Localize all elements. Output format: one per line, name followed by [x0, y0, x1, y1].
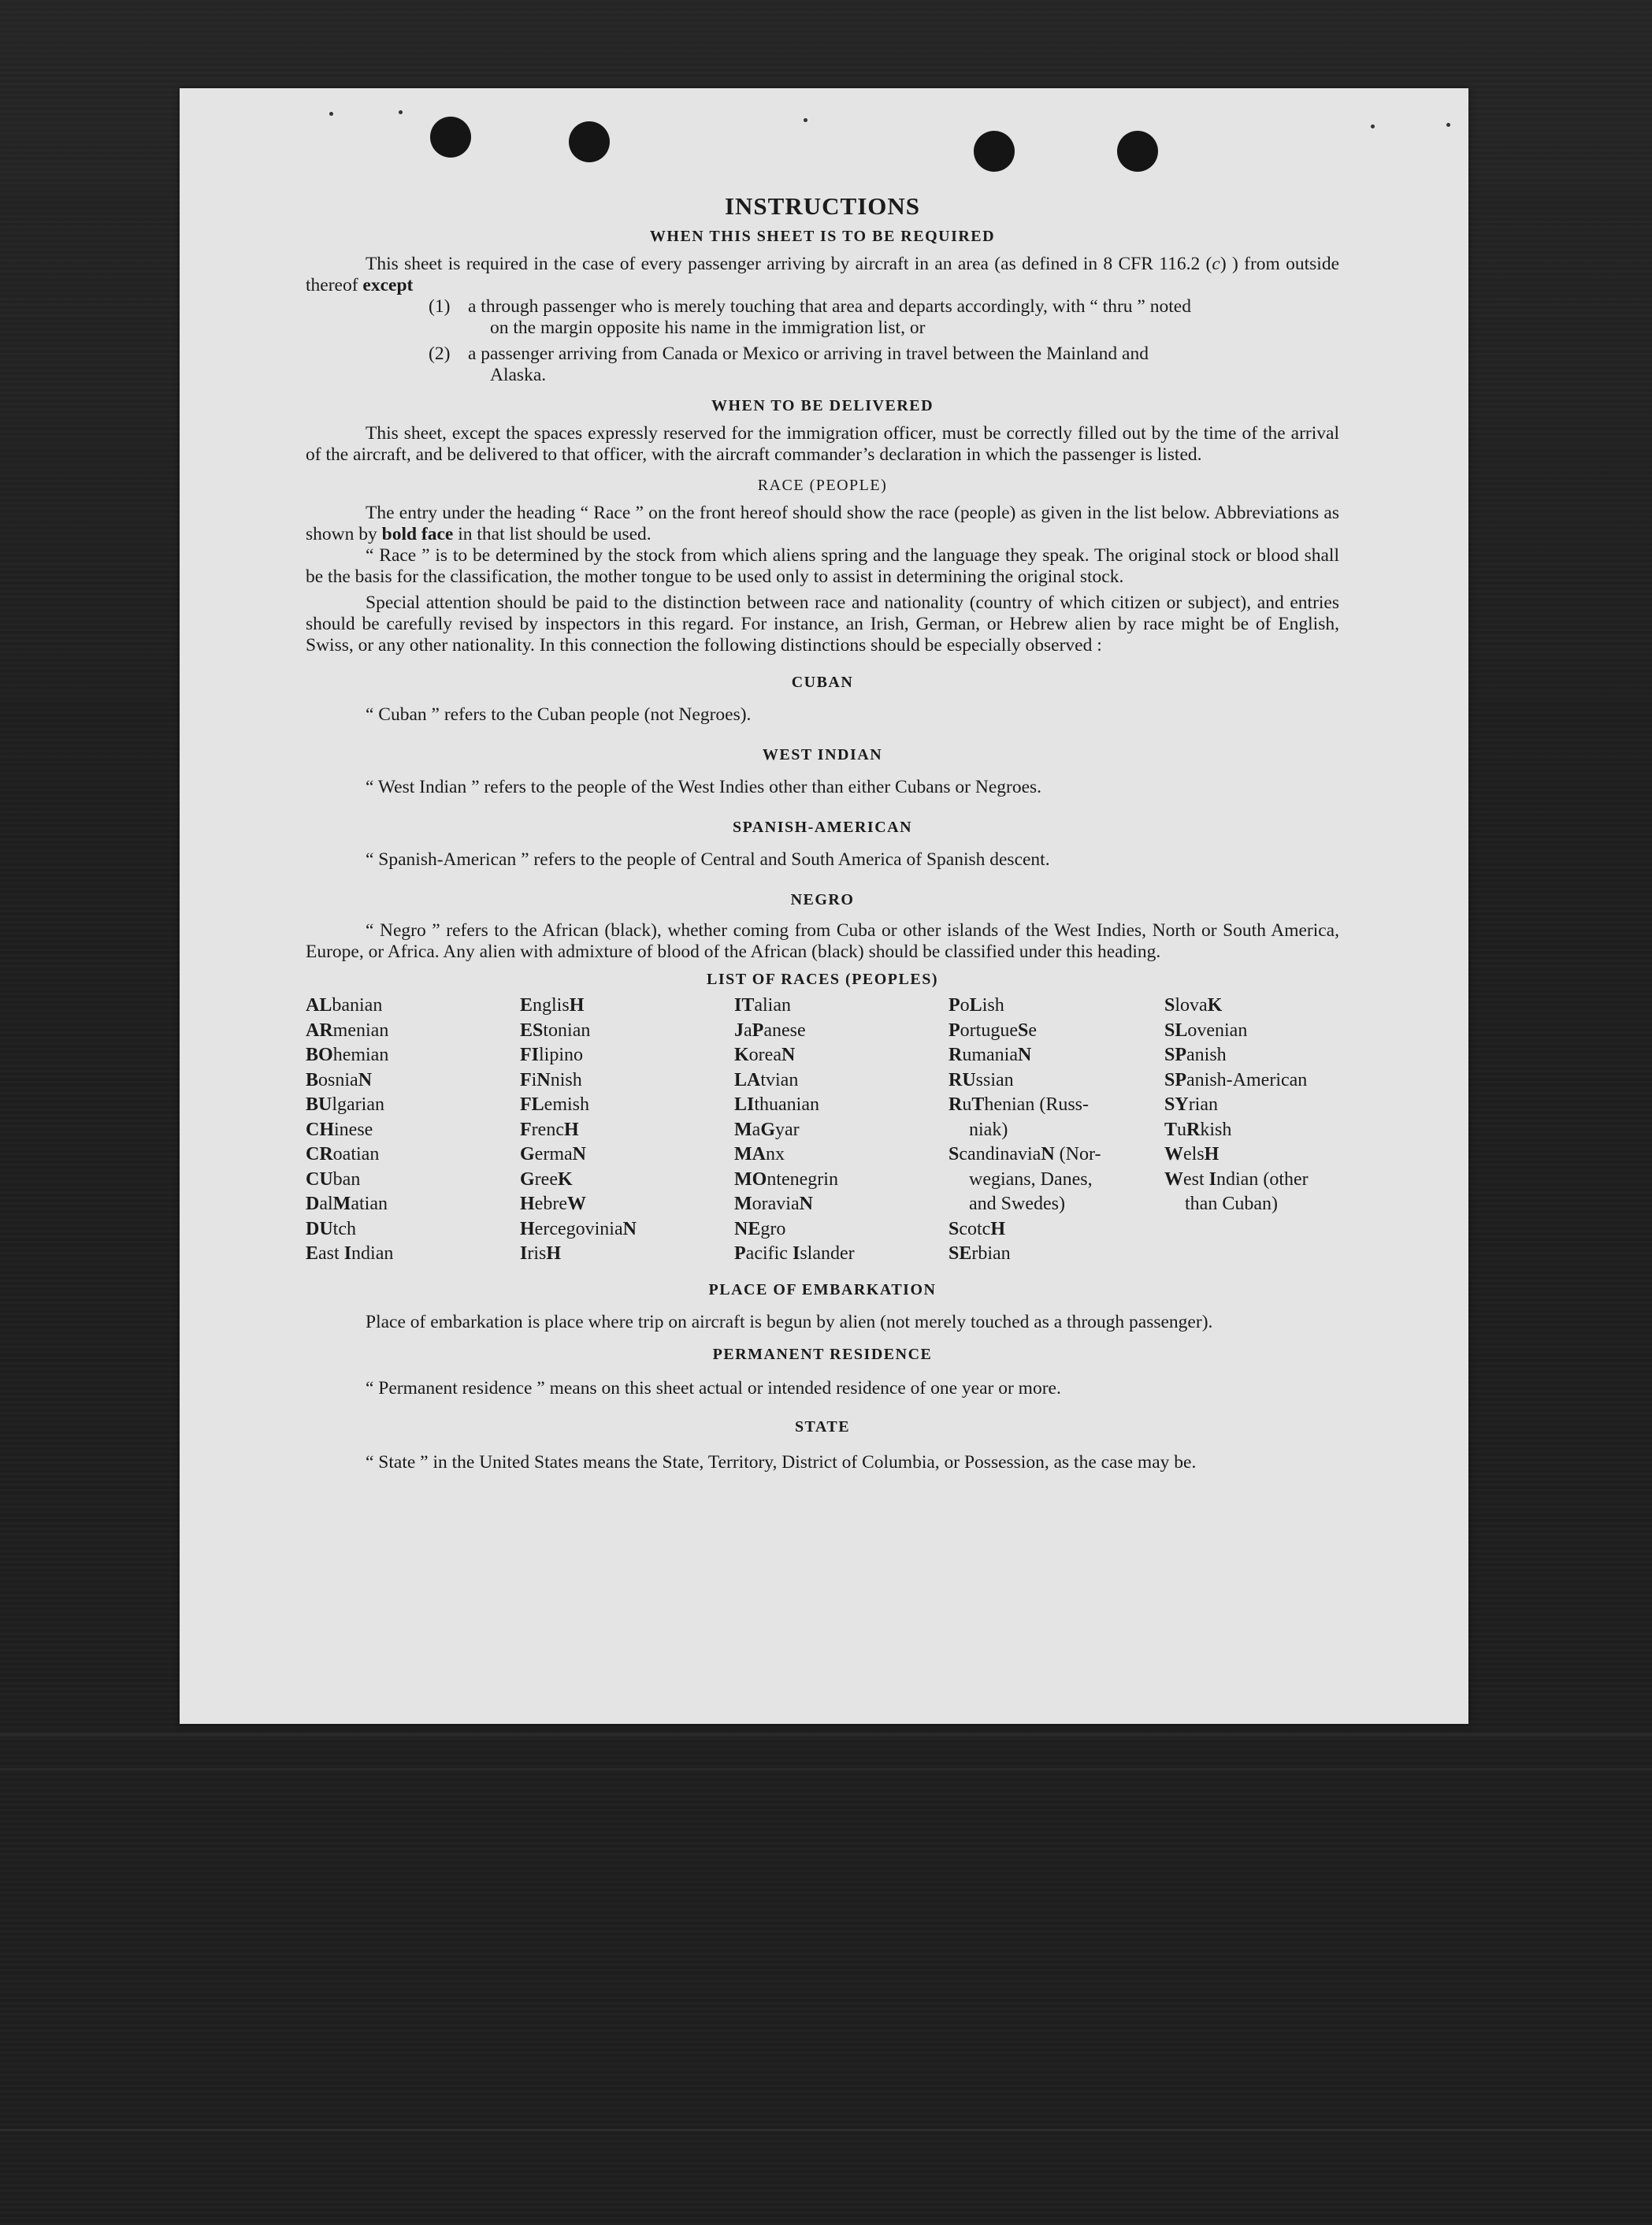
race-abbrev: CH	[306, 1119, 334, 1140]
race-text: yar	[774, 1119, 800, 1140]
race-text: rbian	[971, 1243, 1011, 1264]
race-abbrev: BU	[306, 1094, 332, 1115]
race-entry	[1164, 1168, 1339, 1217]
race-entry	[1164, 1068, 1339, 1094]
exception-item	[429, 344, 1339, 386]
race-abbrev: W	[1164, 1168, 1183, 1190]
race-text: lgarian	[332, 1094, 384, 1115]
race-abbrev: LA	[734, 1069, 761, 1090]
race-abbrev: S	[949, 1218, 960, 1239]
race-entry	[1164, 1019, 1339, 1044]
race-entry	[306, 1142, 520, 1168]
race-abbrev: P	[752, 1020, 764, 1041]
race-text: o	[960, 995, 970, 1016]
race-abbrev: P	[734, 1243, 746, 1264]
race-abbrev: K	[1207, 995, 1223, 1016]
race-entry	[734, 1068, 949, 1094]
race-paragraph-text: The entry under the heading “ Race ” on the front hereof should show the race (people) as given in the list below. Abbreviations as shown by	[306, 503, 1339, 544]
state-text: “ State ” in the United States means the State, Territory, District of Columbia, or Possession, as the case may be.	[366, 1451, 1197, 1473]
race-text: nglis	[533, 995, 570, 1016]
punch-hole	[430, 117, 471, 158]
race-text: osnia	[318, 1069, 358, 1090]
race-abbrev: IT	[734, 995, 755, 1016]
section-heading-race: RACE (PEOPLE)	[757, 477, 888, 494]
race-text: gro	[760, 1218, 786, 1239]
race-entry	[949, 994, 1164, 1019]
exception-number: (2)	[429, 344, 451, 364]
exception-line: Alaska.	[490, 365, 547, 385]
race-text: renc	[531, 1119, 564, 1140]
race-text: alian	[754, 995, 791, 1016]
race-entry	[520, 1168, 734, 1193]
race-text: banian	[332, 995, 383, 1016]
race-text: ndian	[351, 1243, 394, 1264]
race-abbrev: N	[536, 1069, 551, 1090]
scan-band	[0, 1768, 1652, 1770]
race-abbrev: G	[520, 1144, 535, 1165]
race-abbrev: M	[734, 1194, 752, 1214]
race-entry	[1164, 994, 1339, 1019]
section-heading-delivered: WHEN TO BE DELIVERED	[711, 397, 934, 414]
race-abbrev: FL	[520, 1094, 544, 1115]
race-entry	[949, 1043, 1164, 1068]
race-entry	[949, 1217, 1164, 1243]
race-text-continued: than Cuban)	[1185, 1194, 1278, 1214]
required-intro-text-2: ) ) from outside thereof	[306, 254, 1340, 295]
race-text: e	[1028, 1020, 1037, 1041]
race-abbrev: N	[572, 1144, 586, 1165]
race-entry	[949, 1019, 1164, 1044]
race-entry	[1164, 1142, 1339, 1168]
race-text: ban	[332, 1168, 361, 1190]
exception-text	[468, 344, 1339, 386]
race-abbrev: AR	[306, 1020, 333, 1041]
race-text: atian	[351, 1194, 388, 1214]
race-entry	[734, 1242, 949, 1267]
race-entry	[949, 1142, 1164, 1217]
race-text: a	[752, 1119, 761, 1140]
race-text: candinavia	[959, 1144, 1041, 1165]
race-abbrev: SE	[949, 1243, 972, 1264]
scan-band	[0, 1733, 1652, 1737]
race-abbrev: R	[949, 1045, 963, 1065]
race-column	[1164, 994, 1339, 1267]
race-abbrev: D	[306, 1194, 320, 1214]
race-text: tonian	[543, 1020, 591, 1041]
section-heading-spanish-american: SPANISH-AMERICAN	[732, 819, 913, 836]
race-abbrev: N	[358, 1069, 373, 1090]
race-paragraph-text-2: in that list should be used.	[453, 524, 652, 544]
race-abbrev: I	[343, 1243, 352, 1264]
race-text: u	[962, 1094, 972, 1115]
race-abbrev: LI	[734, 1094, 755, 1115]
race-abbrev: S	[949, 1144, 960, 1165]
race-text: ovenian	[1187, 1020, 1248, 1041]
race-abbrev: BO	[306, 1045, 333, 1065]
race-text: acific	[745, 1243, 793, 1264]
race-abbrev: S	[1164, 995, 1175, 1016]
race-abbrev: I	[1208, 1168, 1217, 1190]
race-abbrev: DU	[306, 1218, 333, 1239]
race-text: est	[1183, 1168, 1209, 1190]
race-text: rian	[1188, 1094, 1218, 1115]
race-text-continued: niak)	[969, 1119, 1008, 1140]
race-text: i	[531, 1069, 537, 1090]
race-abbrev: P	[949, 995, 960, 1016]
race-text: tch	[332, 1218, 356, 1239]
west-indian-definition: “ West Indian ” refers to the people of the West Indies other than either Cubans or Negroes.	[366, 777, 1042, 797]
residence-text: “ Permanent residence ” means on this sheet actual or intended residence of one year or more.	[366, 1377, 1061, 1399]
race-entry	[1164, 1118, 1339, 1143]
race-abbrev: SL	[1164, 1020, 1188, 1041]
race-text: u	[1177, 1119, 1187, 1140]
race-abbrev: N	[799, 1194, 813, 1214]
punch-hole	[1117, 131, 1158, 172]
race-abbrev: SY	[1164, 1094, 1189, 1115]
required-intro	[306, 254, 1339, 296]
race-entry	[520, 1217, 734, 1243]
race-abbrev: T	[1164, 1119, 1178, 1140]
race-abbrev: T	[971, 1094, 985, 1115]
race-abbrev: F	[520, 1069, 532, 1090]
race-entry	[520, 1043, 734, 1068]
race-abbrev: SP	[1164, 1045, 1187, 1065]
race-text: cotc	[959, 1218, 991, 1239]
spanish-american-definition: “ Spanish-American ” refers to the people of Central and South America of Spanish descent.	[366, 849, 1050, 870]
exception-number: (1)	[429, 296, 451, 317]
race-text: ntenegrin	[767, 1168, 838, 1190]
race-text: anish-American	[1186, 1069, 1308, 1090]
dust-speck	[329, 112, 333, 116]
race-entry	[520, 1242, 734, 1267]
document-page	[180, 88, 1468, 1724]
race-text: henian (Russ-	[984, 1094, 1090, 1115]
race-abbrev: CU	[306, 1168, 333, 1190]
negro-definition: “ Negro ” refers to the African (black), whether coming from Cuba or other islands of the West Indies, North or South America, Europe, or Africa. Any alien with admixture of blood of the African (black) should be classified under this heading.	[306, 920, 1339, 962]
required-intro-except: except	[362, 275, 414, 295]
race-text: oravia	[752, 1194, 800, 1214]
race-paragraph: “ Race ” is to be determined by the stock from which aliens spring and the language they speak. The original stock or blood shall be the basis for the classification, the mother tongue to be used only to assist in determining the original stock.	[306, 545, 1339, 587]
race-text: al	[319, 1194, 333, 1214]
race-entry	[306, 1168, 520, 1193]
section-heading-west-indian: WEST INDIAN	[762, 746, 883, 763]
section-heading-cuban: CUBAN	[791, 674, 854, 691]
section-heading-state: STATE	[794, 1417, 851, 1436]
race-text: anish	[1186, 1045, 1227, 1065]
race-entry	[734, 994, 949, 1019]
race-text: ssian	[975, 1069, 1014, 1090]
exception-line: a through passenger who is merely touching that area and departs accordingly, with “ thru ” noted	[468, 296, 1191, 317]
race-abbrev: I	[520, 1243, 528, 1264]
race-abbrev: FI	[520, 1045, 539, 1065]
race-text-continued: and Swedes)	[969, 1194, 1065, 1214]
race-abbrev: G	[520, 1168, 535, 1190]
race-abbrev: R	[1186, 1119, 1201, 1140]
race-text: oatian	[332, 1144, 380, 1165]
delivered-text: This sheet, except the spaces expressly reserved for the immigration officer, must be correctly filled out by the time of the arrival of the aircraft, and be delivered to that officer, with the aircraft commander’s declaration in which the passenger is listed.	[306, 423, 1339, 465]
race-text: tvian	[760, 1069, 799, 1090]
race-abbrev: B	[306, 1069, 319, 1090]
race-abbrev: I	[792, 1243, 800, 1264]
race-text: lova	[1175, 995, 1208, 1016]
race-text: inese	[334, 1119, 373, 1140]
race-entry	[734, 1019, 949, 1044]
race-abbrev: RU	[949, 1069, 976, 1090]
race-abbrev: K	[734, 1045, 749, 1065]
race-text: lipino	[539, 1045, 584, 1065]
dust-speck	[1446, 123, 1450, 127]
list-of-races	[306, 994, 1339, 1267]
exception-item	[429, 296, 1339, 339]
race-column	[734, 994, 949, 1267]
race-text: els	[1183, 1144, 1205, 1165]
race-entry	[306, 1217, 520, 1243]
race-text: menian	[332, 1020, 389, 1041]
race-entry	[734, 1217, 949, 1243]
race-abbrev: N	[1017, 1045, 1032, 1065]
race-entry	[520, 994, 734, 1019]
race-abbrev: NE	[734, 1218, 761, 1239]
race-abbrev: F	[520, 1119, 532, 1140]
race-abbrev: G	[760, 1119, 775, 1140]
race-text: erma	[534, 1144, 573, 1165]
race-abbrev: E	[520, 995, 533, 1016]
exception-line: a passenger arriving from Canada or Mexico or arriving in travel between the Mainland and	[468, 344, 1149, 364]
race-entry	[520, 1192, 734, 1217]
race-text: a	[744, 1020, 752, 1041]
section-heading-embarkation: PLACE OF EMBARKATION	[708, 1280, 937, 1298]
page-title: INSTRUCTIONS	[724, 192, 920, 220]
exception-text	[468, 296, 1339, 339]
section-heading-negro: NEGRO	[790, 891, 855, 908]
race-text: orea	[748, 1045, 781, 1065]
race-abbrev: H	[1204, 1144, 1220, 1165]
race-abbrev: H	[546, 1243, 562, 1264]
race-text: ortugue	[960, 1020, 1018, 1041]
race-entry	[949, 1093, 1164, 1142]
race-column	[949, 994, 1164, 1267]
race-abbrev: M	[734, 1119, 752, 1140]
race-text: ree	[534, 1168, 558, 1190]
race-text: ndian (other	[1216, 1168, 1309, 1190]
race-entry	[306, 1242, 520, 1267]
embarkation-text: Place of embarkation is place where trip on aircraft is begun by alien (not merely touched as a through passenger).	[366, 1311, 1213, 1332]
required-intro-subsection: c	[1212, 254, 1220, 274]
race-text: nish	[550, 1069, 582, 1090]
race-entry	[306, 1043, 520, 1068]
section-heading-list-of-races: LIST OF RACES (PEOPLES)	[706, 971, 938, 988]
race-paragraph	[306, 503, 1339, 545]
race-abbrev: MA	[734, 1144, 766, 1165]
race-text: emish	[544, 1094, 589, 1115]
race-entry	[520, 1118, 734, 1143]
section-heading-required: WHEN THIS SHEET IS TO BE REQUIRED	[649, 228, 996, 245]
race-text: kish	[1200, 1119, 1232, 1140]
race-abbrev: K	[557, 1168, 573, 1190]
race-abbrev: P	[949, 1020, 960, 1041]
race-abbrev: J	[734, 1020, 744, 1041]
required-intro-text: This sheet is required in the case of every passenger arriving by aircraft in an area (as defined in 8 CFR 116.2 (	[366, 254, 1212, 274]
race-entry	[520, 1093, 734, 1118]
race-entry	[734, 1093, 949, 1118]
race-abbrev: S	[1017, 1020, 1029, 1041]
race-entry	[1164, 1093, 1339, 1118]
race-abbrev: N	[781, 1045, 796, 1065]
race-abbrev: W	[1164, 1144, 1183, 1165]
race-text: ish	[982, 995, 1004, 1016]
race-column	[520, 994, 734, 1267]
race-abbrev: CR	[306, 1144, 333, 1165]
race-abbrev: H	[520, 1194, 535, 1214]
race-abbrev: L	[969, 995, 982, 1016]
race-abbrev: AL	[306, 995, 332, 1016]
race-paragraph: Special attention should be paid to the distinction between race and nationality (country of which citizen or subject), and entries should be carefully revised by inspectors in this regard. For instance, an Irish, German, or Hebrew alien by race might be of English, Swiss, or any other nationality. In this connection the following distinctions should be especially observed :	[306, 592, 1339, 656]
race-entry	[306, 994, 520, 1019]
race-entry	[306, 1118, 520, 1143]
race-abbrev: M	[332, 1194, 351, 1214]
race-entry	[734, 1043, 949, 1068]
race-text: ris	[527, 1243, 547, 1264]
dust-speck	[1371, 124, 1375, 128]
race-abbrev: W	[566, 1194, 586, 1214]
scan-band	[0, 2129, 1652, 2131]
race-text: ercegovinia	[534, 1218, 623, 1239]
dust-speck	[399, 110, 403, 114]
exception-line: on the margin opposite his name in the immigration list, or	[490, 318, 926, 338]
race-bold-face: bold face	[381, 524, 454, 544]
race-text: umania	[962, 1045, 1018, 1065]
race-entry	[734, 1118, 949, 1143]
race-abbrev: SP	[1164, 1069, 1187, 1090]
race-text: ebre	[534, 1194, 567, 1214]
race-abbrev: ES	[520, 1020, 544, 1041]
dust-speck	[804, 118, 807, 122]
instructions-content	[306, 192, 1340, 1475]
race-abbrev: H	[569, 995, 585, 1016]
race-entry	[306, 1068, 520, 1094]
race-entry	[949, 1242, 1164, 1267]
race-entry	[520, 1142, 734, 1168]
race-entry	[1164, 1043, 1339, 1068]
race-abbrev: H	[990, 1218, 1006, 1239]
race-text: slander	[800, 1243, 855, 1264]
race-text: hemian	[332, 1045, 389, 1065]
race-text: nx	[765, 1144, 785, 1165]
race-abbrev: H	[563, 1119, 579, 1140]
race-text: thuanian	[754, 1094, 819, 1115]
race-text-continued: wegians, Danes,	[969, 1168, 1093, 1190]
race-entry	[734, 1168, 949, 1193]
race-abbrev: E	[306, 1243, 319, 1264]
section-heading-residence: PERMANENT RESIDENCE	[712, 1345, 933, 1363]
race-column	[306, 994, 520, 1267]
race-entry	[306, 1093, 520, 1118]
race-text: (Nor-	[1054, 1144, 1101, 1165]
punch-hole	[569, 121, 610, 162]
race-abbrev: N	[1041, 1144, 1055, 1165]
race-abbrev: R	[949, 1094, 963, 1115]
punch-hole	[974, 131, 1015, 172]
race-entry	[949, 1068, 1164, 1094]
race-entry	[306, 1192, 520, 1217]
race-abbrev: N	[622, 1218, 637, 1239]
cuban-definition: “ Cuban ” refers to the Cuban people (not Negroes).	[366, 704, 752, 725]
race-entry	[734, 1142, 949, 1168]
race-entry	[520, 1068, 734, 1094]
race-abbrev: MO	[734, 1168, 767, 1190]
race-entry	[734, 1192, 949, 1217]
race-entry	[520, 1019, 734, 1044]
race-abbrev: H	[520, 1218, 535, 1239]
race-text: ast	[318, 1243, 344, 1264]
race-entry	[306, 1019, 520, 1044]
race-text: anese	[763, 1020, 806, 1041]
